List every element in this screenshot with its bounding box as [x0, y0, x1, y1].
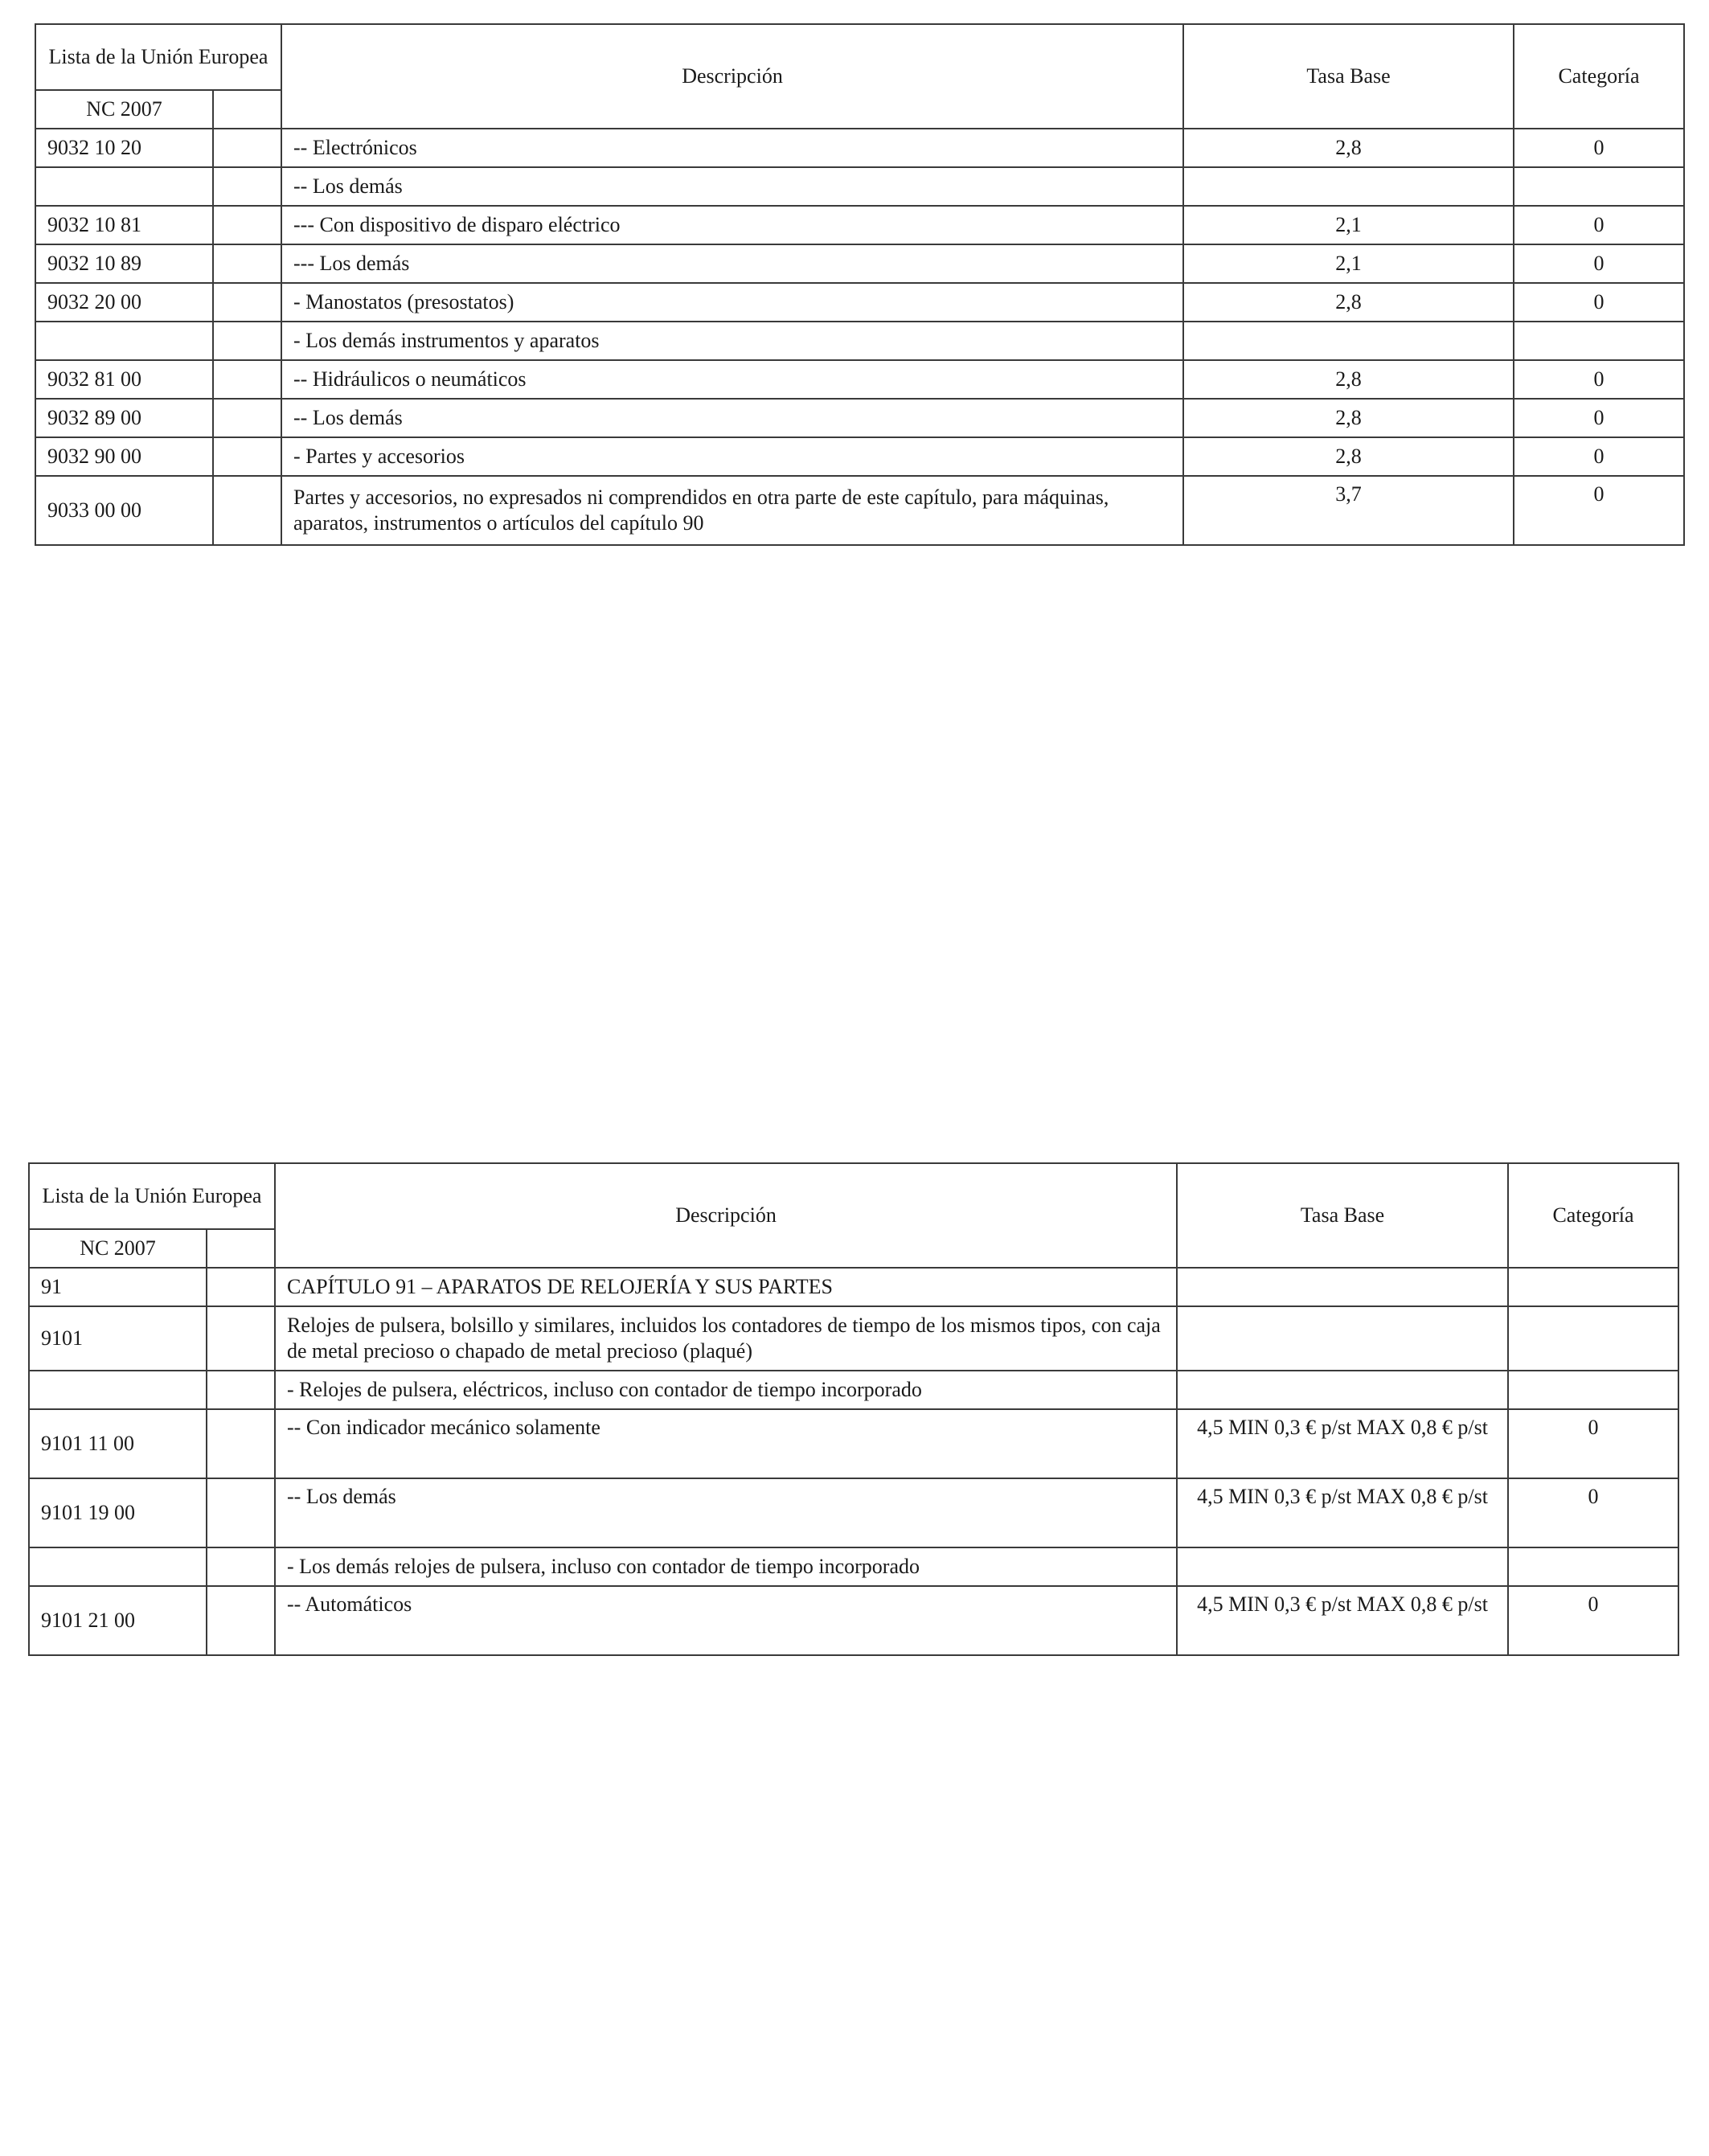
header-lista-ue: Lista de la Unión Europea [29, 1163, 275, 1229]
tasa-base: 2,8 [1183, 399, 1514, 437]
categoria: 0 [1514, 283, 1684, 322]
blank-cell [213, 244, 281, 283]
table-row [29, 1547, 1678, 1586]
blank-cell [213, 360, 281, 399]
categoria: 0 [1508, 1586, 1678, 1655]
nc-code: 91 [29, 1268, 207, 1306]
description: --- Los demás [281, 244, 1183, 283]
categoria [1508, 1268, 1678, 1306]
tasa-base: 3,7 [1183, 476, 1514, 545]
categoria [1508, 1371, 1678, 1409]
tariff-table-chapter-91 [28, 1162, 1679, 1656]
tasa-base: 2,8 [1183, 283, 1514, 322]
header-nc-2007: NC 2007 [35, 90, 213, 129]
categoria: 0 [1514, 206, 1684, 244]
blank-cell [207, 1409, 275, 1478]
categoria: 0 [1514, 129, 1684, 167]
categoria: 0 [1508, 1478, 1678, 1547]
blank-cell [207, 1586, 275, 1655]
tasa-base: 4,5 MIN 0,3 € p/st MAX 0,8 € p/st [1177, 1409, 1508, 1478]
nc-code [29, 1547, 207, 1586]
header-descripcion: Descripción [281, 24, 1183, 129]
tasa-base: 4,5 MIN 0,3 € p/st MAX 0,8 € p/st [1177, 1478, 1508, 1547]
table-row [35, 167, 1684, 206]
tasa-base [1177, 1371, 1508, 1409]
header-descripcion: Descripción [275, 1163, 1177, 1268]
blank-cell [213, 167, 281, 206]
table-row [29, 1268, 1678, 1306]
description: --- Con dispositivo de disparo eléctrico [281, 206, 1183, 244]
header-tasa-base: Tasa Base [1177, 1163, 1508, 1268]
header-blank-cell [207, 1229, 275, 1268]
blank-cell [213, 129, 281, 167]
table-row [29, 1409, 1678, 1478]
nc-code: 9032 10 89 [35, 244, 213, 283]
description: - Los demás instrumentos y aparatos [281, 322, 1183, 360]
tasa-base: 2,1 [1183, 244, 1514, 283]
nc-code: 9032 81 00 [35, 360, 213, 399]
categoria [1508, 1547, 1678, 1586]
categoria [1514, 167, 1684, 206]
nc-code: 9032 10 81 [35, 206, 213, 244]
description: - Relojes de pulsera, eléctricos, incluso con contador de tiempo incorporado [275, 1371, 1177, 1409]
table-row [29, 1586, 1678, 1655]
categoria: 0 [1508, 1409, 1678, 1478]
nc-code: 9101 19 00 [29, 1478, 207, 1547]
description: Relojes de pulsera, bolsillo y similares, incluidos los contadores de tiempo de los mismos tipos, con caja de metal precioso o chapado de metal precioso (plaqué) [275, 1306, 1177, 1371]
categoria [1508, 1306, 1678, 1371]
nc-code: 9032 89 00 [35, 399, 213, 437]
header-categoria: Categoría [1514, 24, 1684, 129]
blank-cell [213, 399, 281, 437]
header-lista-ue: Lista de la Unión Europea [35, 24, 281, 90]
tasa-base [1177, 1306, 1508, 1371]
tasa-base: 4,5 MIN 0,3 € p/st MAX 0,8 € p/st [1177, 1586, 1508, 1655]
categoria [1514, 322, 1684, 360]
nc-code: 9032 20 00 [35, 283, 213, 322]
tasa-base [1183, 322, 1514, 360]
table-row [35, 322, 1684, 360]
tasa-base: 2,8 [1183, 129, 1514, 167]
tariff-table-chapter-90 [35, 23, 1685, 546]
blank-cell [207, 1306, 275, 1371]
nc-code: 9032 90 00 [35, 437, 213, 476]
description: -- Automáticos [275, 1586, 1177, 1655]
blank-cell [213, 206, 281, 244]
categoria: 0 [1514, 399, 1684, 437]
categoria: 0 [1514, 437, 1684, 476]
description: - Partes y accesorios [281, 437, 1183, 476]
table-row [29, 1371, 1678, 1409]
tasa-base [1183, 167, 1514, 206]
tasa-base: 2,1 [1183, 206, 1514, 244]
nc-code: 9032 10 20 [35, 129, 213, 167]
description: -- Los demás [275, 1478, 1177, 1547]
table-row [29, 1478, 1678, 1547]
blank-cell [207, 1547, 275, 1586]
description: - Los demás relojes de pulsera, incluso con contador de tiempo incorporado [275, 1547, 1177, 1586]
description: - Manostatos (presostatos) [281, 283, 1183, 322]
description: -- Los demás [281, 399, 1183, 437]
table-row [35, 399, 1684, 437]
table-row [29, 1306, 1678, 1371]
table-row [35, 206, 1684, 244]
categoria: 0 [1514, 476, 1684, 545]
header-blank-cell [213, 90, 281, 129]
description: CAPÍTULO 91 – APARATOS DE RELOJERÍA Y SUS PARTES [275, 1268, 1177, 1306]
blank-cell [213, 283, 281, 322]
blank-cell [207, 1371, 275, 1409]
table-row [35, 129, 1684, 167]
tasa-base: 2,8 [1183, 437, 1514, 476]
tasa-base [1177, 1268, 1508, 1306]
blank-cell [213, 322, 281, 360]
nc-code: 9101 11 00 [29, 1409, 207, 1478]
nc-code [29, 1371, 207, 1409]
tasa-base [1177, 1547, 1508, 1586]
blank-cell [213, 476, 281, 545]
description: -- Con indicador mecánico solamente [275, 1409, 1177, 1478]
description: -- Hidráulicos o neumáticos [281, 360, 1183, 399]
nc-code [35, 167, 213, 206]
table-row [35, 360, 1684, 399]
table-row [35, 283, 1684, 322]
nc-code: 9033 00 00 [35, 476, 213, 545]
table-row [35, 437, 1684, 476]
table-row [35, 244, 1684, 283]
description: -- Los demás [281, 167, 1183, 206]
categoria: 0 [1514, 360, 1684, 399]
categoria: 0 [1514, 244, 1684, 283]
nc-code: 9101 [29, 1306, 207, 1371]
nc-code: 9101 21 00 [29, 1586, 207, 1655]
blank-cell [207, 1268, 275, 1306]
description: -- Electrónicos [281, 129, 1183, 167]
nc-code [35, 322, 213, 360]
table-row [35, 476, 1684, 545]
description: Partes y accesorios, no expresados ni comprendidos en otra parte de este capítulo, para máquinas, aparatos, instrumentos o artículos del capítulo 90 [281, 476, 1183, 545]
blank-cell [213, 437, 281, 476]
header-nc-2007: NC 2007 [29, 1229, 207, 1268]
tasa-base: 2,8 [1183, 360, 1514, 399]
blank-cell [207, 1478, 275, 1547]
header-categoria: Categoría [1508, 1163, 1678, 1268]
header-tasa-base: Tasa Base [1183, 24, 1514, 129]
